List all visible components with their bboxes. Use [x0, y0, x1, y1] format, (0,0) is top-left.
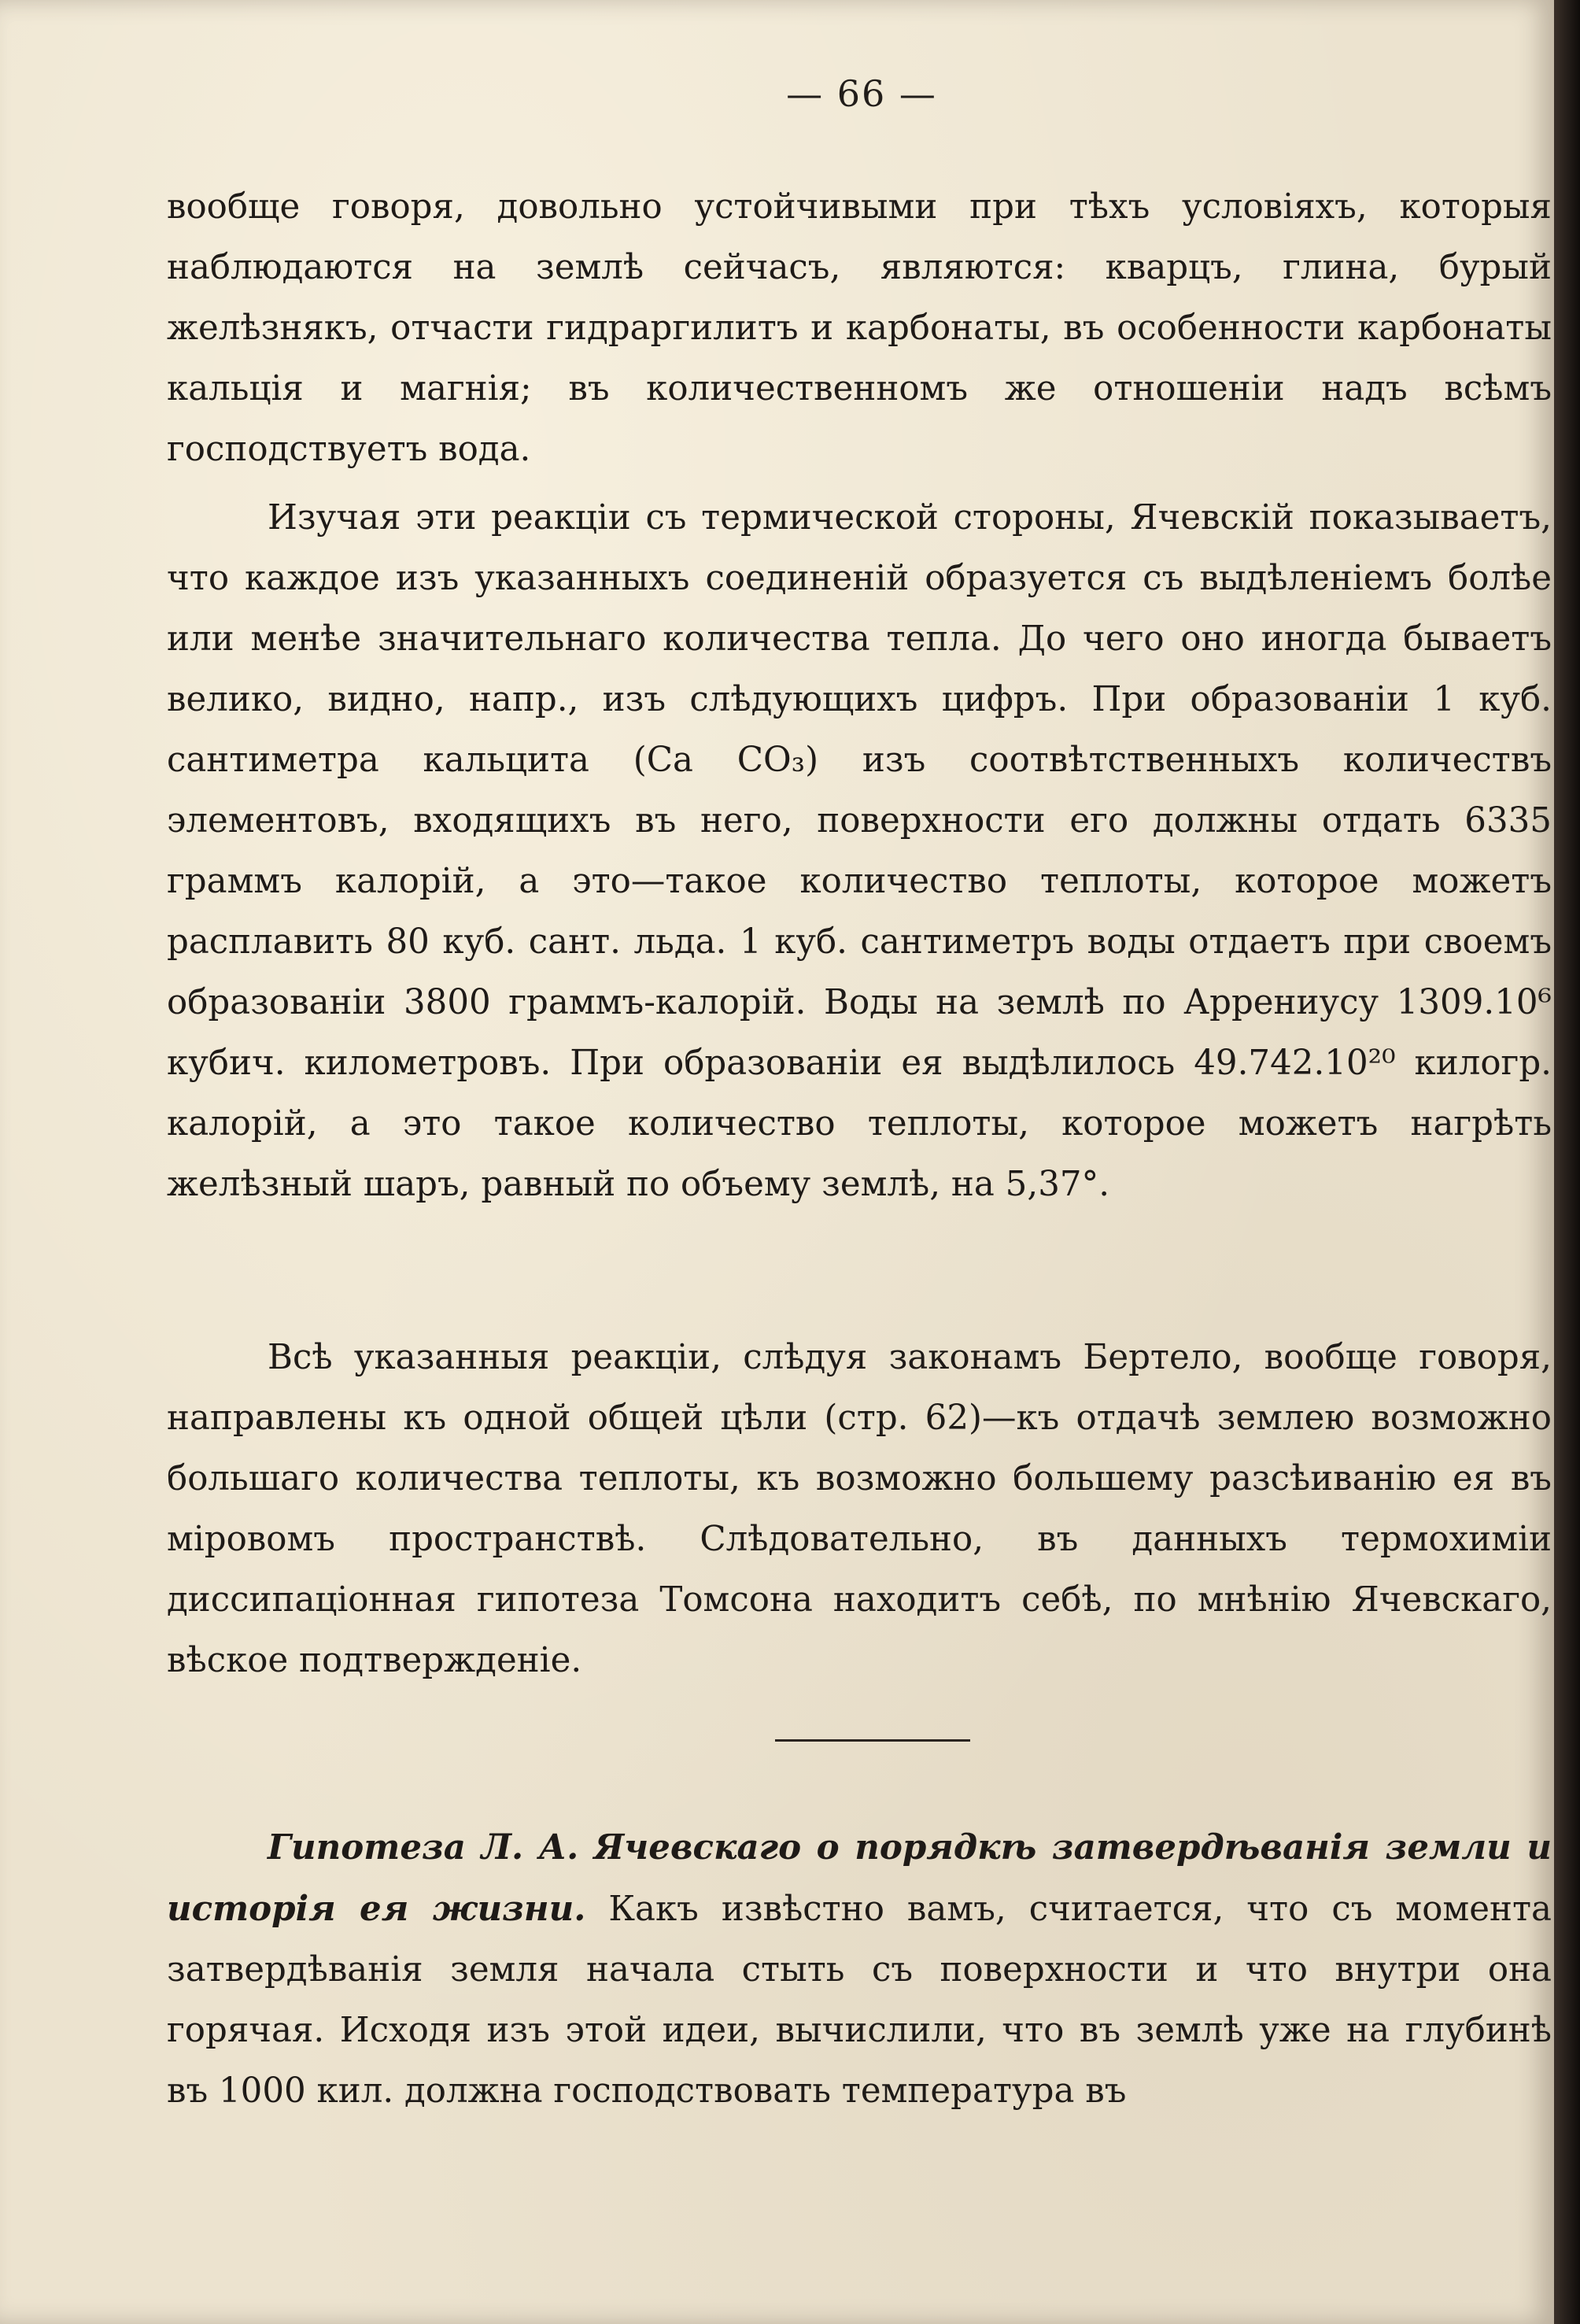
- paragraph-continuation: [167, 177, 1552, 480]
- paragraph-thermochemistry: [167, 488, 1552, 1215]
- paragraph-berthelot: [167, 1328, 1552, 1691]
- section-paragraph: [167, 1817, 1552, 2122]
- paragraph-2-text: Изучая эти реакціи съ термической стороны, Ячевскій показываетъ, что каждое изъ указанныхъ соединеній образуется съ выдѣленіемъ болѣе или менѣе значительнаго количества тепла. До чего оно иногда бываетъ велико, видно, напр., изъ слѣдующихъ цифръ. При образованіи 1 куб. сантиметра кальцита (Ca CO₃) изъ соотвѣтственныхъ количествъ элементовъ, входящихъ въ него, поверхности его должны отдать 6335 граммъ калорій, а это—такое количество теплоты, которое можетъ расплавить 80 куб. сант. льда. 1 куб. сантиметръ воды отдаетъ при своемъ образованіи 3800 граммъ-калорій. Воды на землѣ по Аррениусу 1309.10⁶ кубич. километровъ. При образованіи ея выдѣлилось 49.742.10²⁰ килогр. калорій, а это такое количество теплоты, которое можетъ нагрѣть желѣзный шаръ, равный по объему землѣ, на 5,37°.: [167, 498, 1552, 1204]
- paragraph-1-text: вообще говоря, довольно устойчивыми при тѣхъ условіяхъ, которыя наблюдаются на землѣ сейчасъ, являются: кварцъ, глина, бурый желѣзнякъ, отчасти гидраргилитъ и карбонаты, въ особенности карбонаты кальція и магнія; въ количественномъ же отношеніи надъ всѣмъ господствуетъ вода.: [167, 187, 1552, 469]
- page-number: — 66 —: [786, 72, 937, 115]
- section-divider: [775, 1739, 970, 1742]
- section-hypothesis: [167, 1817, 1552, 2122]
- section-body: Какъ извѣстно вамъ, считается, что съ момента затвердѣванія земля начала стыть съ поверхности и что внутри она горячая. Исходя изъ этой идеи, вычислили, что въ землѣ уже на глубинѣ въ 1000 кил. должна господствовать температура въ: [167, 1890, 1552, 2111]
- section-heading: Гипотеза Л. А. Ячевскаго о порядкѣ затвердѣванія земли и исторія ея жизни.: [167, 1827, 1552, 1929]
- paragraph-3-text: Всѣ указанныя реакціи, слѣдуя законамъ Бертело, вообще говоря, направлены къ одной общей цѣли (стр. 62)—къ отдачѣ землею возможно большаго количества теплоты, къ возможно большему разсѣиванію ея въ міровомъ пространствѣ. Слѣдовательно, въ данныхъ термохиміи диссипаціонная гипотеза Томсона находитъ себѣ, по мнѣнію Ячевскаго, вѣское подтвержденіе.: [167, 1338, 1552, 1680]
- page-edge-shadow: [1554, 0, 1580, 2324]
